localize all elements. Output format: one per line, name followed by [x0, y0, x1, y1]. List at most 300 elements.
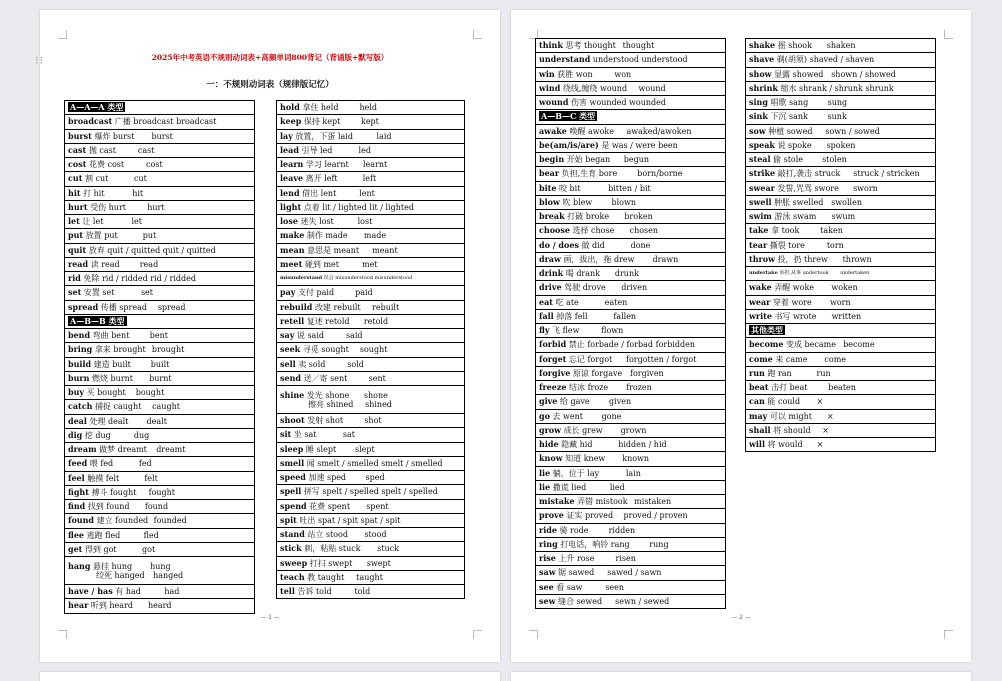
verb-past-participle: made	[363, 231, 387, 241]
verb-meaning: 加速	[308, 473, 325, 483]
verb-base: fight	[68, 486, 89, 497]
verb-meaning: 唤醒	[569, 126, 586, 136]
verb-meaning: 送／寄	[303, 373, 328, 383]
verb-meaning-alt: 擦亮	[308, 399, 324, 409]
verb-base: choose	[539, 225, 570, 236]
table-row	[277, 115, 465, 129]
verb-entry	[65, 286, 255, 300]
verb-entry	[746, 181, 936, 195]
verb-meaning: 发誓,咒骂	[777, 183, 812, 193]
verb-base: seek	[280, 344, 301, 355]
verb-base: can	[749, 396, 765, 407]
verb-past-participle: lent	[359, 188, 375, 198]
page-corner-mark	[58, 630, 67, 639]
verb-meaning: 制作	[306, 231, 323, 241]
table-row	[65, 257, 255, 271]
table-row	[277, 485, 465, 499]
verb-past-participle: drawn	[652, 254, 679, 264]
table-row	[536, 509, 726, 523]
verb-past: woke	[792, 283, 815, 293]
verb-entry	[536, 295, 726, 309]
verb-past: told	[315, 587, 332, 597]
table-row	[746, 138, 936, 152]
verb-base: blow	[539, 196, 560, 207]
verb-base: feed	[68, 458, 88, 469]
verb-entry	[277, 371, 465, 385]
verb-past: became	[804, 340, 836, 350]
verb-entry	[536, 580, 726, 594]
verb-past-participle: broken	[624, 212, 653, 222]
verb-meaning: 放弃	[88, 245, 105, 255]
verb-base: shave	[749, 54, 775, 65]
table-row	[536, 423, 726, 437]
verb-meaning: 让	[82, 217, 91, 227]
verb-entry	[536, 552, 726, 566]
verb-past-participle: risen	[615, 554, 636, 564]
table-row	[536, 124, 726, 138]
table-row	[65, 243, 255, 257]
verb-meaning: 意思是	[307, 245, 332, 255]
verb-base: cut	[68, 173, 83, 184]
verb-meaning: 支付	[297, 288, 314, 298]
verb-base: begin	[539, 154, 565, 165]
verb-past-participle: swollen	[831, 197, 862, 207]
verb-entry	[746, 395, 936, 409]
verb-meaning: 击打	[771, 383, 788, 393]
table-row	[536, 552, 726, 566]
verb-base: think	[539, 40, 563, 51]
verb-entry	[536, 438, 726, 452]
verb-meaning: 原谅	[572, 368, 589, 378]
verb-base: put	[68, 230, 84, 241]
verb-base: bite	[539, 182, 557, 193]
verb-base: stand	[280, 529, 305, 540]
verb-past: grew	[582, 425, 603, 435]
verb-base: hold	[280, 102, 300, 113]
verb-meaning: 做	[581, 240, 590, 250]
table-row	[277, 542, 465, 556]
document-page-1	[40, 10, 500, 662]
verb-entry	[536, 252, 726, 266]
verb-entry	[65, 343, 255, 357]
verb-entry	[536, 39, 726, 53]
table-row	[277, 272, 465, 286]
verb-past: could	[777, 397, 801, 407]
table-row	[746, 309, 936, 323]
verb-past: taught	[317, 572, 345, 582]
verb-past-participle: thought	[622, 41, 655, 51]
verb-base: will	[749, 439, 766, 450]
verb-past: sought	[321, 345, 349, 355]
verb-base: burst	[68, 130, 92, 141]
verb-base: light	[280, 201, 302, 212]
verb-meaning: 迷失	[300, 217, 317, 227]
verb-meaning: 打电话，响铃	[560, 539, 609, 549]
verb-entry	[277, 556, 465, 570]
verb-past-participle: cut	[134, 174, 147, 184]
verb-entry	[65, 272, 255, 286]
verb-past-participle: seen	[605, 582, 625, 592]
table-row	[746, 181, 936, 195]
table-row	[277, 158, 465, 172]
verb-past: dug	[95, 430, 111, 440]
verb-base: drink	[539, 268, 564, 279]
verb-past: brought	[113, 345, 146, 355]
verb-base: steal	[749, 154, 771, 165]
verb-past: led	[320, 145, 333, 155]
verb-past-participle: burst	[151, 131, 173, 141]
verb-past: forgot	[587, 354, 613, 364]
table-row	[65, 329, 255, 343]
verb-past: bore	[598, 169, 618, 179]
verb-past-participle: set	[140, 288, 153, 298]
verb-entry	[536, 81, 726, 95]
verb-meaning: 搏斗	[91, 487, 108, 497]
verb-base: make	[280, 230, 305, 241]
verb-past: swam	[793, 212, 817, 222]
verb-past-participle: quit / quitted	[162, 245, 216, 255]
verb-meaning: 下沉	[770, 112, 787, 122]
verb-past-participle: meant	[372, 245, 398, 255]
verb-past-participle: eaten	[604, 297, 628, 307]
verb-past: laid	[337, 131, 353, 141]
verb-meaning: 复述	[306, 316, 323, 326]
verb-past: bit	[569, 183, 581, 193]
verb-past-participle: dealt	[146, 416, 167, 426]
verb-base: saw	[539, 567, 556, 578]
verb-meaning: 逃跑	[86, 530, 103, 540]
verb-base: sleep	[280, 443, 304, 454]
verb-past: began	[585, 155, 611, 165]
verb-past-participle: bitten / bit	[608, 183, 651, 193]
verb-base: stick	[280, 543, 302, 554]
verb-meaning: 放置	[85, 231, 102, 241]
table-row	[65, 143, 255, 157]
verb-base: let	[68, 216, 80, 227]
verb-meaning: 种植	[768, 126, 785, 136]
verb-base: spell	[280, 486, 302, 497]
verb-meaning: 缩水	[780, 83, 797, 93]
verb-meaning: 爆炸	[94, 131, 111, 141]
verb-base: forbid	[539, 339, 567, 350]
verb-meaning: 得到	[84, 544, 101, 554]
verb-meaning: 吐出	[299, 515, 316, 525]
verb-entry	[536, 537, 726, 551]
verb-past-participle: told	[354, 587, 371, 597]
table-row	[746, 395, 936, 409]
verb-past: burst	[112, 131, 135, 141]
verb-meaning: 引导	[301, 145, 318, 155]
verb-meaning: 建立	[96, 516, 113, 526]
verb-meaning: 将	[773, 425, 782, 435]
verb-past-participle: felt	[144, 473, 158, 483]
table-row	[277, 442, 465, 456]
verb-past-participle: brought	[151, 345, 185, 355]
verb-entry	[65, 443, 255, 457]
verb-past: sent	[330, 373, 348, 383]
verb-meaning: 知道	[565, 454, 582, 464]
verb-meaning: 买	[86, 388, 95, 398]
table-row	[536, 309, 726, 323]
verb-past-participle: stood	[364, 530, 387, 540]
table-row	[746, 366, 936, 380]
verb-past-participle: begun	[623, 155, 650, 165]
verb-meaning: 看	[556, 582, 565, 592]
verb-meaning: 告诉	[297, 587, 314, 597]
verb-meaning: 隐藏	[561, 440, 578, 450]
verb-entry	[65, 471, 255, 485]
verb-past: learnt	[324, 160, 349, 170]
verb-past: wrote	[793, 311, 817, 321]
verb-past-participle: grown	[620, 425, 647, 435]
verb-entry	[277, 172, 465, 186]
verb-past-participle: spoken	[826, 140, 856, 150]
verb-past-participle: spelt / spelled	[381, 487, 438, 497]
table-section-row	[536, 110, 726, 124]
verb-base: hide	[539, 439, 559, 450]
verb-base: throw	[749, 253, 775, 264]
verb-base: dig	[68, 429, 83, 440]
verb-past: won	[575, 69, 593, 79]
verb-past-participle: ridden	[608, 525, 636, 535]
verb-entry	[65, 172, 255, 186]
verb-past-participle: wounded	[629, 98, 666, 108]
verb-past: met	[323, 259, 339, 269]
verb-base: come	[749, 353, 773, 364]
verb-base: lend	[280, 187, 300, 198]
verb-meaning: 喂	[89, 459, 98, 469]
verb-meaning: 偷	[773, 155, 782, 165]
table-row	[65, 542, 255, 556]
verb-past-participle: struck / stricken	[853, 169, 920, 179]
verb-past: hurt	[108, 202, 126, 212]
drag-handle-icon[interactable]: ⁝⁝	[35, 54, 44, 67]
verb-past-participle: left	[362, 174, 377, 184]
verb-base: burn	[68, 372, 90, 383]
verb-base: rid	[68, 273, 81, 284]
table-row	[536, 381, 726, 395]
verb-past-participle: shaken	[826, 41, 856, 51]
verb-base: show	[749, 68, 772, 79]
verb-past: rebuilt	[333, 302, 361, 312]
verb-past: should	[783, 425, 811, 435]
table-row	[746, 267, 936, 281]
verb-entry	[746, 267, 936, 281]
table-row	[277, 570, 465, 584]
table-row	[277, 386, 465, 414]
verb-base: win	[539, 68, 555, 79]
verb-base: deal	[68, 415, 87, 426]
verb-entry	[65, 158, 255, 172]
verb-base: set	[68, 287, 82, 298]
verb-past: bent	[111, 331, 130, 341]
table-row	[536, 238, 726, 252]
verb-past-participle: let	[131, 217, 142, 227]
verb-base: rebuild	[280, 301, 313, 312]
verb-base: ring	[539, 538, 558, 549]
verb-past: ran	[777, 368, 792, 378]
verb-base: find	[68, 501, 86, 512]
verb-entry	[536, 566, 726, 580]
verb-past-participle: ×	[822, 425, 829, 435]
verb-past: stuck	[338, 544, 361, 554]
verb-base: broadcast	[68, 116, 113, 127]
verb-entry	[746, 238, 936, 252]
verb-base: bear	[539, 168, 560, 179]
verb-meaning: 飞	[552, 326, 561, 336]
verb-entry	[536, 181, 726, 195]
table-row	[536, 366, 726, 380]
verb-past: was / were	[611, 140, 656, 150]
verb-past: stole	[783, 155, 804, 165]
verb-past-participle: fled	[143, 530, 159, 540]
verb-meaning: 忘记	[568, 354, 585, 364]
verb-past: swelled	[792, 197, 824, 207]
table-row	[277, 257, 465, 271]
table-row	[277, 129, 465, 143]
verb-base: sweep	[280, 557, 308, 568]
verb-past: awoke	[587, 126, 614, 136]
verb-base: bend	[68, 330, 91, 341]
verb-meaning-alt: 绞死	[96, 570, 112, 580]
verb-past-participle: found	[144, 502, 169, 512]
table-row	[536, 153, 726, 167]
table-row	[536, 181, 726, 195]
verb-meaning: 骑	[559, 525, 568, 535]
table-row	[277, 229, 465, 243]
verb-past: thought	[584, 41, 616, 51]
verb-base: lie	[539, 467, 551, 478]
verb-meaning: 获胜	[557, 69, 574, 79]
verb-past: dealt	[108, 416, 129, 426]
verb-past-alt: shined	[326, 399, 354, 409]
verb-base: have / has	[68, 586, 113, 597]
verb-entry	[746, 338, 936, 352]
verb-base: mistake	[539, 496, 575, 507]
verb-meaning: 打	[83, 188, 92, 198]
verb-past: took	[781, 226, 800, 236]
verb-entry	[277, 101, 465, 115]
verb-past-participle: misunderstood	[374, 275, 413, 282]
verb-entry	[536, 324, 726, 338]
verb-base: get	[68, 543, 83, 554]
verb-base: spread	[68, 301, 99, 312]
verb-past: kept	[322, 117, 341, 127]
verb-meaning: 有	[115, 587, 124, 597]
table-row	[536, 138, 726, 152]
verb-past-participle: heard	[147, 601, 172, 611]
verb-past-participle: kept	[360, 117, 379, 127]
table-row	[277, 215, 465, 229]
verb-past-participle: fed	[138, 459, 152, 469]
verb-entry	[65, 514, 255, 528]
verb-past-participle: written	[831, 311, 862, 321]
verb-meaning: 显露	[774, 69, 791, 79]
verb-meaning: 寻觅	[302, 345, 319, 355]
verb-base: sew	[539, 595, 556, 606]
verb-meaning: 发光	[306, 390, 323, 400]
verb-entry	[65, 115, 255, 129]
verb-past: fed	[100, 459, 114, 469]
verb-past-participle: built	[150, 359, 170, 369]
verb-entry	[277, 343, 465, 357]
verb-past-participle: forgotten / forgot	[626, 354, 697, 364]
verb-past-participle: dreamt	[156, 445, 186, 455]
table-row	[746, 252, 936, 266]
verb-past-participle: become	[843, 340, 875, 350]
table-row	[65, 186, 255, 200]
verb-meaning: 可以	[769, 411, 786, 421]
verb-past: made	[325, 231, 348, 241]
verb-meaning: 燃烧	[92, 373, 108, 383]
table-section-row	[65, 314, 255, 328]
verb-meaning: 免除	[83, 274, 100, 284]
verb-past-participle: driven	[621, 283, 648, 293]
verb-past-participle: said	[345, 331, 363, 341]
verb-meaning: 割	[84, 174, 93, 184]
verb-base: teach	[280, 571, 305, 582]
verb-past: fought	[110, 487, 137, 497]
verb-meaning: 处理	[89, 416, 106, 426]
verb-entry	[536, 452, 726, 466]
verb-meaning: 游泳	[774, 212, 791, 222]
verb-base: sing	[749, 97, 768, 108]
verb-base: undertake	[749, 270, 778, 277]
table-row	[536, 352, 726, 366]
verb-meaning: 刺，粘贴	[304, 544, 337, 554]
verb-entry	[746, 153, 936, 167]
verb-past: spat / spit	[317, 515, 358, 525]
verb-entry	[277, 314, 465, 328]
table-row	[746, 96, 936, 110]
verb-meaning: 抛	[88, 145, 97, 155]
verb-past-participle: ×	[816, 397, 824, 407]
verb-past: rid / ridded	[101, 274, 148, 284]
verb-past: undertook	[802, 270, 829, 277]
verb-entry	[65, 229, 255, 243]
table-row	[65, 400, 255, 414]
table-row	[65, 528, 255, 542]
table-row	[277, 414, 465, 428]
verb-meaning: 成长	[563, 425, 580, 435]
verb-past-participle: sawed / sawn	[607, 568, 662, 578]
verb-meaning: 撕裂	[769, 240, 786, 250]
verb-past: found	[106, 502, 130, 512]
verb-past: meant	[333, 245, 360, 255]
verb-meaning: 去	[552, 411, 561, 421]
verb-entry	[746, 252, 936, 266]
section-label: 其他类型	[751, 325, 783, 336]
verb-past: drank	[576, 269, 601, 279]
verb-entry	[65, 400, 255, 414]
verb-base: wear	[749, 296, 771, 307]
verb-past: tore	[788, 240, 805, 250]
verb-entry	[277, 229, 465, 243]
verb-meaning: 找到	[87, 502, 104, 512]
table-row	[536, 53, 726, 67]
verb-meaning: 能	[767, 397, 776, 407]
table-row	[277, 343, 465, 357]
table-row	[746, 295, 936, 309]
verb-base: wake	[749, 282, 772, 293]
verb-meaning: 学习	[305, 160, 322, 170]
verb-base: take	[749, 225, 769, 236]
verb-entry	[746, 409, 936, 423]
verb-base: strike	[749, 168, 776, 179]
verb-past-participle: hit	[132, 188, 144, 198]
table-row	[277, 499, 465, 513]
verb-past: felt	[105, 473, 120, 483]
